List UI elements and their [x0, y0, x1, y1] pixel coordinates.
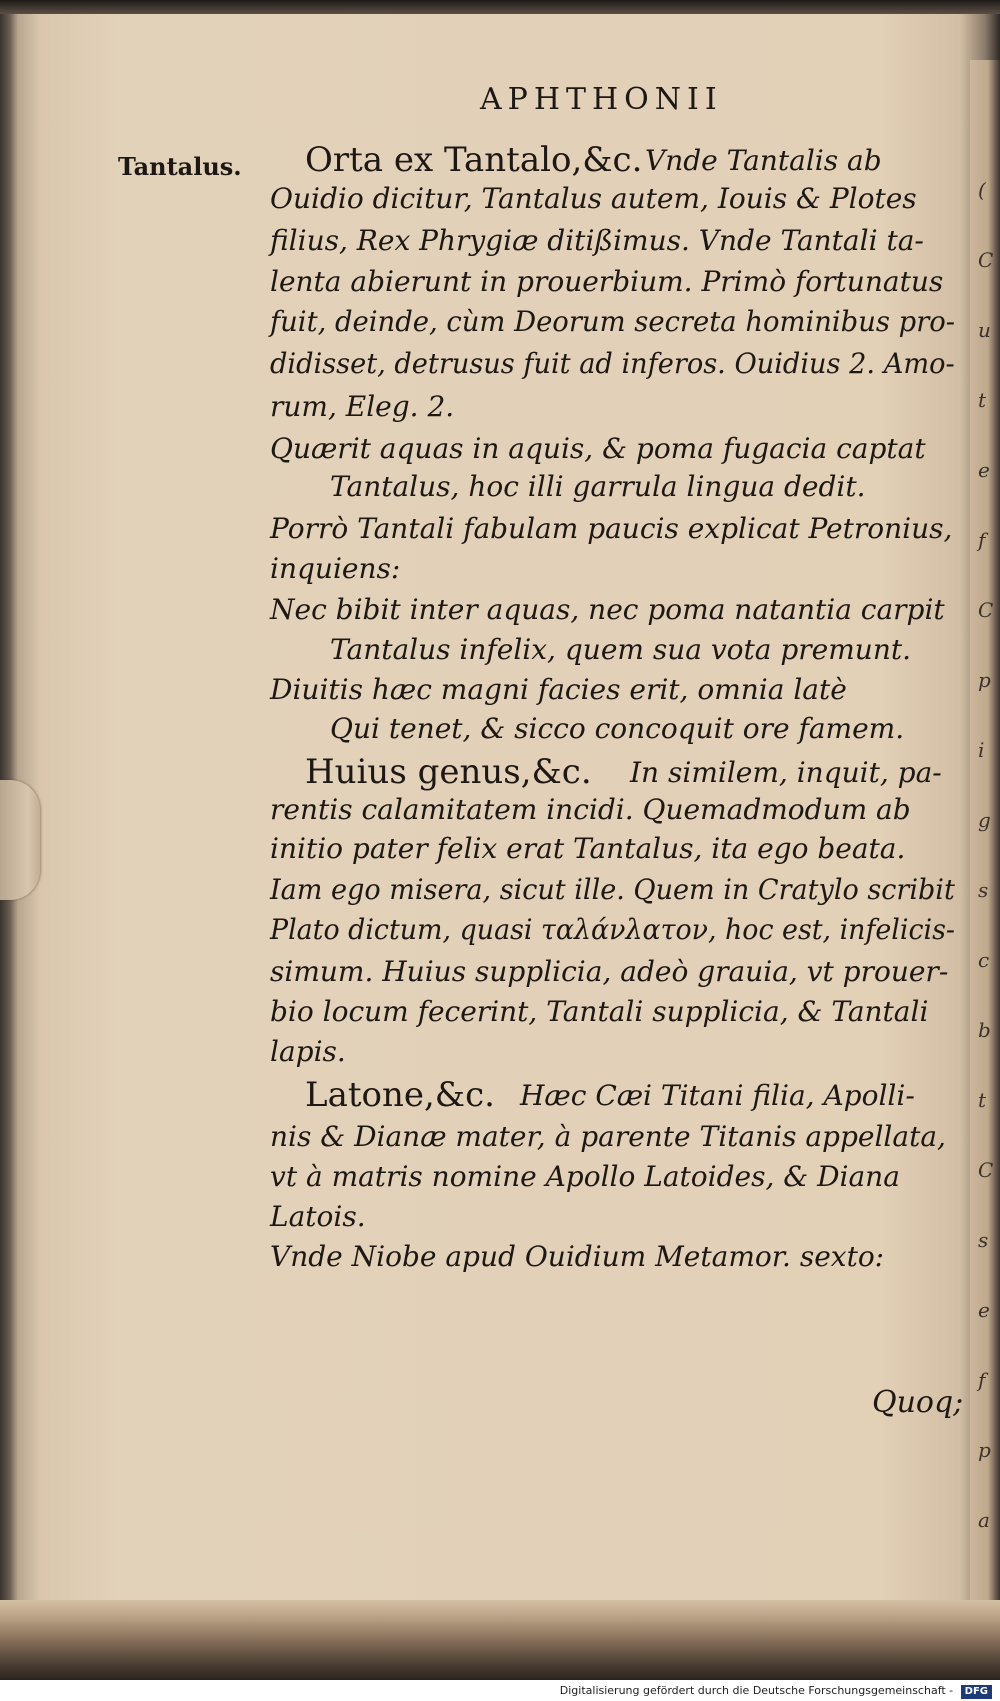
edge-fragment: c: [978, 948, 990, 972]
line-text: nis & Dianæ mater, à parente Titanis appellata,: [270, 1120, 946, 1153]
digitization-footer: [0, 1680, 1000, 1701]
lemma: Latone,&c.: [305, 1075, 495, 1115]
line-text: Qui tenet, & sicco concoquit ore famem.: [330, 712, 905, 745]
line-text: Vnde Niobe apud Ouidium Metamor. sexto:: [270, 1240, 885, 1273]
line-text: Diuitis hæc magni facies erit, omnia latè: [270, 673, 847, 706]
line-text: Quærit aquas in aquis, & poma fugacia captat: [270, 432, 926, 465]
line-text: vt à matris nomine Apollo Latoides, & Diana: [270, 1160, 900, 1193]
edge-fragment: b: [978, 1018, 991, 1042]
edge-fragment: p: [978, 1438, 991, 1462]
edge-fragment: t: [978, 1088, 987, 1112]
edge-fragment: p: [978, 668, 991, 692]
edge-fragment: t: [978, 388, 987, 412]
line-text: rentis calamitatem incidi. Quemadmodum ab: [270, 793, 911, 826]
line-text: Vnde Tantalis ab: [645, 144, 882, 177]
next-leaf-edge: [970, 60, 1000, 1640]
edge-fragment: f: [978, 528, 986, 552]
line-text: Tantalus infelix, quem sua vota premunt.: [330, 633, 911, 666]
line-text: rum, Eleg. 2.: [270, 390, 455, 423]
running-head: APHTHONII: [480, 82, 723, 117]
edge-fragment: g: [978, 808, 991, 832]
lemma: Orta ex Tantalo,&c.: [305, 140, 643, 180]
edge-fragment: i: [978, 738, 985, 762]
line-text: filius, Rex Phrygiæ ditißimus. Vnde Tantali ta-: [270, 224, 924, 257]
line-text: initio pater felix erat Tantalus, ita ego beata.: [270, 832, 906, 865]
line-text: Plato dictum, quasi ταλάνλατον, hoc est, infelicis-: [270, 913, 955, 946]
line-text: bio locum fecerint, Tantali supplicia, & Tantali: [270, 995, 929, 1028]
edge-fragment: C: [978, 1158, 994, 1182]
line-text: lapis.: [270, 1035, 346, 1068]
margin-note: Tantalus.: [118, 152, 242, 181]
edge-fragment: e: [978, 1298, 990, 1322]
line-text: In similem, inquit, pa-: [630, 756, 942, 789]
edge-fragment: f: [978, 1368, 986, 1392]
edge-fragment: C: [978, 598, 994, 622]
line-text: didisset, detrusus fuit ad inferos. Ouidius 2. Amo-: [270, 347, 955, 380]
edge-fragment: C: [978, 248, 994, 272]
line-text: Porrò Tantali fabulam paucis explicat Petronius,: [270, 512, 953, 545]
binding-tab: [0, 780, 40, 900]
lemma: Huius genus,&c.: [305, 752, 592, 792]
line-text: Ouidio dicitur, Tantalus autem, Iouis & Plotes: [270, 182, 917, 215]
book-top-edge: [0, 0, 1000, 14]
dfg-logo: DFG: [961, 1685, 992, 1699]
edge-fragment: e: [978, 458, 990, 482]
line-text: inquiens:: [270, 552, 401, 585]
line-text: Tantalus, hoc illi garrula lingua dedit.: [330, 470, 866, 503]
edge-fragment: s: [978, 1228, 989, 1252]
line-text: simum. Huius supplicia, adeò grauia, vt prouer-: [270, 955, 949, 988]
book-bottom-edge: [0, 1600, 1000, 1680]
line-text: Hæc Cæi Titani filia, Apolli-: [520, 1079, 915, 1112]
catchword: Quoq;: [872, 1385, 964, 1420]
edge-fragment: a: [978, 1508, 990, 1532]
edge-fragment: s: [978, 878, 989, 902]
line-text: lenta abierunt in prouerbium. Primò fortunatus: [270, 265, 944, 298]
line-text: fuit, deinde, cùm Deorum secreta hominibus pro-: [270, 305, 956, 338]
line-text: Nec bibit inter aquas, nec poma natantia carpit: [270, 593, 945, 626]
line-text: Latois.: [270, 1200, 366, 1233]
edge-fragment: (: [978, 178, 986, 202]
line-text: Iam ego misera, sicut ille. Quem in Cratylo scribit: [270, 873, 955, 906]
footer-text: Digitalisierung gefördert durch die Deutsche Forschungsgemeinschaft -: [559, 1684, 954, 1697]
edge-fragment: u: [978, 318, 991, 342]
